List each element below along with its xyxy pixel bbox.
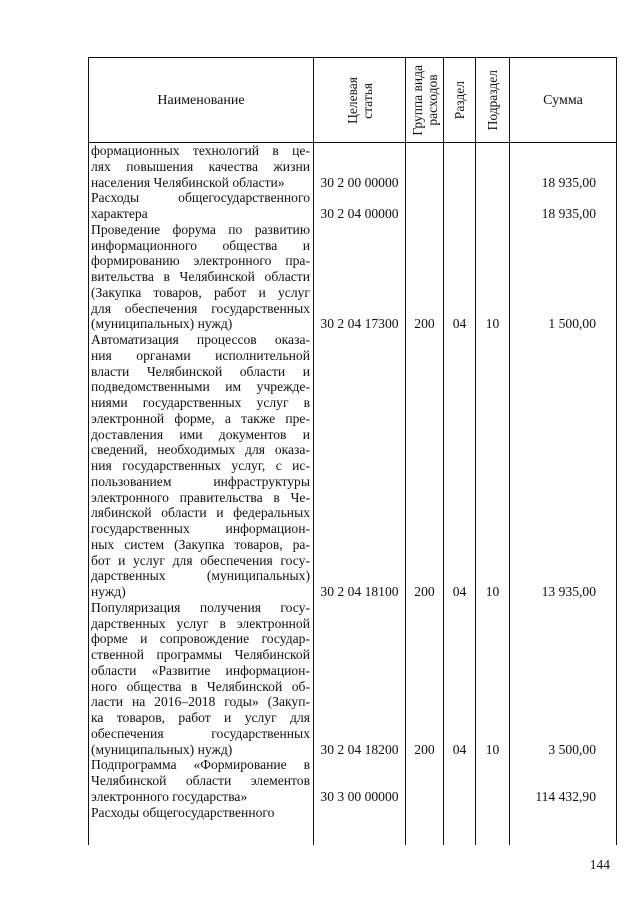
row-section-cell: 04 [452, 584, 467, 599]
name-text-line: электронного государства» [91, 788, 248, 804]
table-row-name [91, 143, 310, 190]
table-row-name [91, 757, 310, 804]
row-sum-cell: 18 935,00 [541, 174, 596, 190]
name-text-line: Подпрограмма «Формирование в [91, 757, 310, 773]
name-text-line: Расходы общегосударственного [91, 804, 275, 820]
table-border-right [616, 57, 617, 845]
name-text-line: формированию электронного пра- [91, 253, 310, 269]
column-divider [475, 57, 476, 845]
row-sum-cell: 1 500,00 [548, 316, 596, 332]
row-group-cell: 200 [414, 741, 435, 757]
row-group-cell: 200 [414, 316, 435, 332]
header-sum-cell [510, 58, 616, 142]
name-text-line: ного общества в Челябинской об- [91, 678, 310, 694]
row-target-cell: 30 2 04 18100 [320, 584, 399, 599]
name-text-line: бот и услуг для обеспечения госу- [91, 552, 310, 568]
name-text-line: (Закупка товаров, работ и услуг [91, 284, 310, 300]
header-group-cell [406, 58, 443, 142]
row-sum-cell: 114 432,90 [535, 788, 596, 804]
name-text-line: ния органами исполнительной [91, 347, 310, 363]
name-text-line: государственных информацион- [91, 521, 310, 536]
header-name: Наименование [157, 92, 245, 108]
name-text-line: ния государственных услуг, с ис- [91, 458, 310, 473]
table-row-name [91, 600, 310, 758]
row-target-cell: 30 2 00 00000 [320, 174, 399, 190]
row-subsection-cell: 10 [485, 316, 500, 332]
name-text-line: дарственных (муниципальных) [91, 568, 310, 584]
name-text-line: форме и сопровождение государ- [91, 631, 310, 647]
column-divider [443, 57, 444, 845]
name-text-line: формационных технологий в це- [91, 143, 310, 158]
table-row-name [91, 190, 310, 222]
row-sum-cell: 13 935,00 [541, 584, 596, 599]
header-target: Целевая статья [344, 76, 375, 124]
name-text-line: области «Развитие информацион- [91, 662, 310, 678]
name-text-line: Проведение форума по развитию [91, 221, 310, 237]
name-text-line: Челябинской области элементов [91, 773, 310, 788]
name-text-line: населения Челябинской области» [91, 174, 285, 190]
name-text-line: власти Челябинской области и [91, 363, 310, 379]
header-section: Раздел [452, 80, 467, 120]
header-sum: Сумма [543, 92, 583, 108]
name-text-line: электронного правительства в Че- [91, 489, 310, 505]
row-sum-cell: 18 935,00 [541, 206, 596, 221]
name-text-line: Автоматизация процессов оказа- [91, 332, 310, 347]
row-group-cell: 200 [414, 584, 435, 599]
name-text-line: лябинской области и федеральных [91, 505, 310, 521]
name-text-line: характера [91, 206, 148, 221]
name-text-line: вительства в Челябинской области [91, 269, 310, 284]
table-row-name [91, 805, 310, 821]
name-text-line: информационного общества и [91, 237, 310, 253]
name-text-line: пользованием инфраструктуры [91, 473, 310, 489]
name-text-line: подведомственными им учрежде- [91, 379, 310, 395]
header-name-cell [89, 58, 313, 142]
name-text-line: (муниципальных) нужд) [91, 316, 233, 332]
header-subsection-cell [476, 58, 509, 142]
table-row-name [91, 332, 310, 600]
table-border-left [88, 57, 89, 845]
header-subsection: Подраздел [485, 69, 500, 131]
name-text-line: сведений, необходимых для оказа- [91, 442, 310, 458]
header-section-cell [444, 58, 475, 142]
row-section-cell: 04 [452, 316, 467, 332]
name-text-line: ных систем (Закупка товаров, ра- [91, 536, 310, 552]
name-text-line: ка товаров, работ и услуг для [91, 710, 310, 725]
table-row-name [91, 222, 310, 332]
row-subsection-cell: 10 [485, 584, 500, 599]
name-text-line: доставления ими документов и [91, 426, 310, 442]
row-sum-cell: 3 500,00 [548, 741, 596, 757]
name-text-line: электронной форме, а также пре- [91, 410, 310, 426]
row-target-cell: 30 3 00 00000 [320, 788, 399, 804]
name-text-line: нужд) [91, 584, 126, 599]
header-target-cell [314, 58, 405, 142]
row-target-cell: 30 2 04 18200 [320, 741, 399, 757]
name-text-line: Популяризация получения госу- [91, 599, 310, 615]
header-group: Группа вида расходов [409, 64, 440, 136]
name-text-line: ласти на 2016–2018 годы» (Закуп- [91, 694, 310, 710]
name-text-line: лях повышения качества жизни [91, 158, 310, 174]
row-section-cell: 04 [452, 741, 467, 757]
name-text-line: для обеспечения государственных [91, 300, 310, 316]
row-target-cell: 30 2 04 00000 [320, 206, 399, 221]
name-text-line: (муниципальных) нужд) [91, 741, 233, 757]
name-text-line: ственной программы Челябинской [91, 647, 310, 662]
name-text-line: обеспечения государственных [91, 725, 310, 741]
name-text-line: дарственных услуг в электронной [91, 615, 310, 631]
row-subsection-cell: 10 [485, 741, 500, 757]
column-divider [405, 57, 406, 845]
page-number: 144 [589, 857, 610, 872]
name-text-line: Расходы общегосударственного [91, 190, 310, 206]
name-text-line: ниями государственных услуг в [91, 395, 310, 410]
row-target-cell: 30 2 04 17300 [320, 316, 399, 332]
